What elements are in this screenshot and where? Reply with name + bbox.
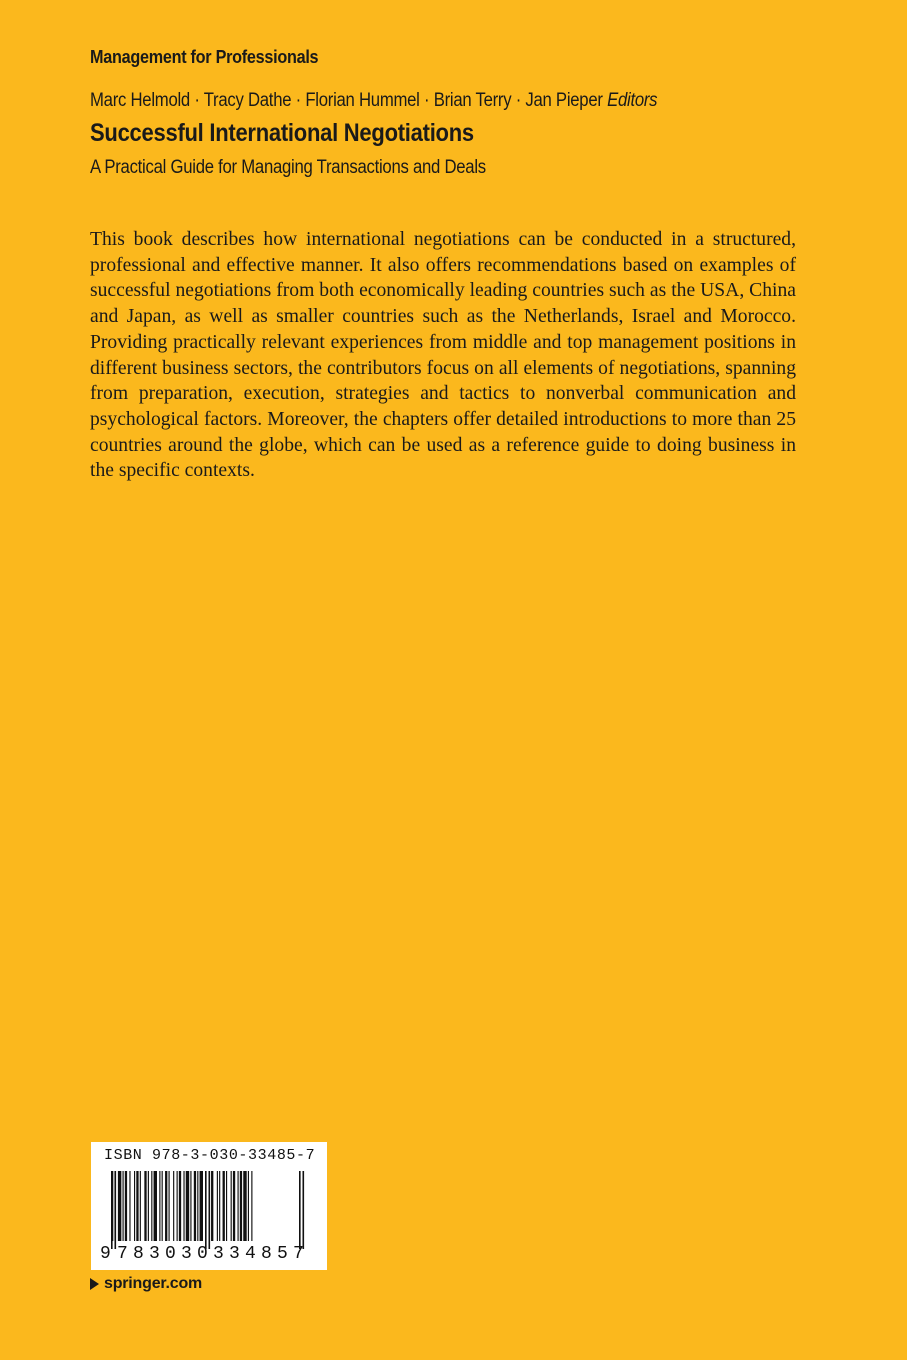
editors-line <box>90 90 657 112</box>
book-description: This book describes how international negotiations can be conducted in a structured, professional and effective manner. It also offers recommendations based on examples of successful negotiations from both economically leading countries such as the USA, China and Japan, as well as smaller countries such as the Netherlands, Israel and Morocco. Providing practically relevant experiences from middle and top management positions in different business sectors, the contributors focus on all elements of negotiations, spanning from preparation, execution, strategies and tactics to nonverbal communication and psychological factors. Moreover, the chapters offer detailed introductions to more than 25 countries around the globe, which can be used as a reference guide to doing business in the specific contexts. <box>90 229 796 482</box>
barcode-digit: 8 <box>261 1244 272 1264</box>
series-title: Management for Professionals <box>90 47 319 67</box>
isbn-label: ISBN 978-3-030-33485-7 <box>104 1147 316 1164</box>
barcode-bar <box>123 1171 124 1241</box>
barcode-digit: 8 <box>133 1244 144 1264</box>
barcode-guard-bar <box>299 1171 301 1249</box>
publisher-url: springer.com <box>104 1275 203 1292</box>
barcode-digit: 9 <box>100 1244 111 1264</box>
barcode-bar <box>169 1171 170 1241</box>
barcode-bar <box>251 1171 252 1241</box>
barcode-bar <box>136 1171 138 1241</box>
barcode-digit: 3 <box>213 1244 224 1264</box>
barcode-bar <box>217 1171 218 1241</box>
barcode-bar <box>219 1171 220 1241</box>
barcode-bar <box>223 1171 225 1241</box>
book-title: Successful International Negotiations <box>90 119 474 147</box>
barcode-bar <box>190 1171 191 1241</box>
barcode-bar <box>186 1171 189 1241</box>
barcode-guard-bar <box>115 1171 117 1249</box>
barcode-guard-bar <box>303 1171 305 1249</box>
barcode-bar <box>238 1171 239 1241</box>
barcode-bar <box>226 1171 227 1241</box>
barcode-bar <box>194 1171 196 1241</box>
barcode-bar <box>231 1171 232 1241</box>
barcode-guard-bar <box>205 1171 207 1249</box>
barcode-bar <box>248 1171 249 1241</box>
barcode-bar <box>179 1171 181 1241</box>
barcode-bar <box>125 1171 127 1241</box>
barcode-digit: 3 <box>181 1244 192 1264</box>
barcode-digit: 0 <box>165 1244 176 1264</box>
editors-role: Editors <box>607 90 658 111</box>
barcode-digit: 7 <box>117 1244 128 1264</box>
barcode-bar <box>233 1171 235 1241</box>
publisher-link[interactable] <box>90 1275 202 1293</box>
barcode-bar <box>243 1171 246 1241</box>
barcode-digit: 4 <box>245 1244 256 1264</box>
barcode-bar <box>165 1171 167 1241</box>
barcode-bar <box>197 1171 198 1241</box>
barcode-bar <box>211 1171 213 1241</box>
barcode-digit: 7 <box>293 1244 304 1264</box>
barcode-bar <box>177 1171 178 1241</box>
barcode-digit: 0 <box>197 1244 208 1264</box>
barcode-bar <box>154 1171 157 1241</box>
barcode-bar <box>183 1171 184 1241</box>
barcode-guard-bar <box>111 1171 113 1249</box>
barcode-bar <box>148 1171 149 1241</box>
barcode-bar <box>151 1171 152 1241</box>
barcode-bar <box>162 1171 163 1241</box>
isbn-barcode <box>91 1142 327 1270</box>
arrow-right-icon <box>90 1278 99 1290</box>
barcode-bar <box>140 1171 141 1241</box>
barcode-bar <box>240 1171 242 1241</box>
barcode-bar <box>144 1171 146 1241</box>
barcode-bar <box>200 1171 203 1241</box>
book-subtitle: A Practical Guide for Managing Transactions and Deals <box>90 157 486 178</box>
barcode-bar <box>118 1171 121 1241</box>
editor-names: Marc Helmold · Tracy Dathe · Florian Hummel · Brian Terry · Jan Pieper <box>90 90 603 111</box>
barcode-guard-bar <box>209 1171 211 1249</box>
barcode-bar <box>129 1171 130 1241</box>
barcode-bar <box>134 1171 135 1241</box>
barcode-digit: 3 <box>149 1244 160 1264</box>
barcode-digit: 3 <box>229 1244 240 1264</box>
barcode-digit: 5 <box>277 1244 288 1264</box>
barcode-bar <box>173 1171 174 1241</box>
barcode-bar <box>159 1171 160 1241</box>
